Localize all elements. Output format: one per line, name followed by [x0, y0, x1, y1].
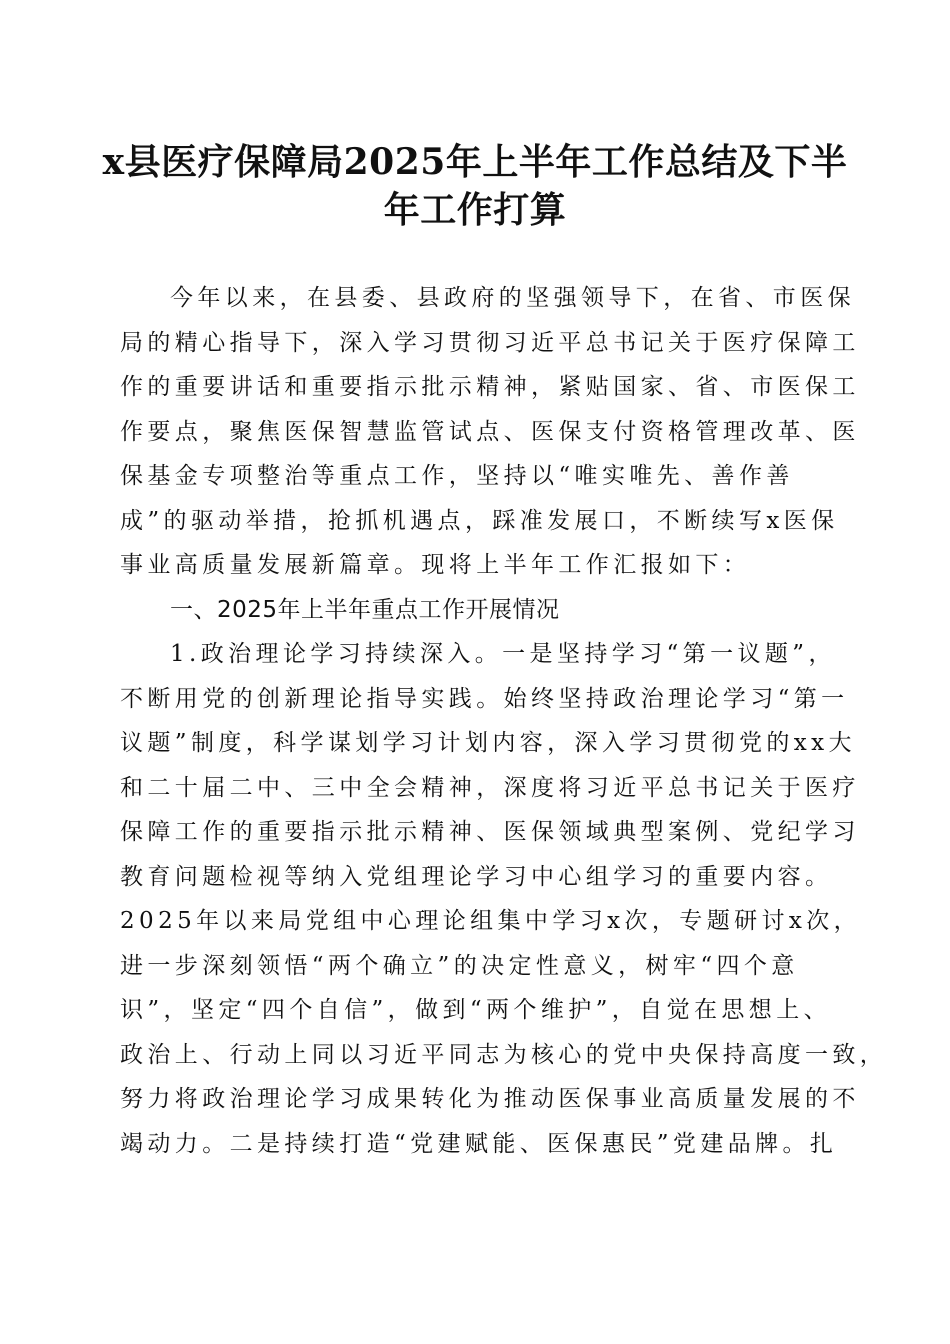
paragraph-line: 事业高质量发展新篇章。现将上半年工作汇报如下：	[120, 552, 751, 578]
paragraph-line: 政治上、行动上同以习近平同志为核心的党中央保持高度一致，	[120, 1041, 888, 1068]
paragraph-line: 进一步深刻领悟“两个确立”的决定性意义，树牢“四个意	[120, 952, 799, 979]
document-title	[100, 138, 850, 234]
paragraph-line: 教育问题检视等纳入党组理论学习中心组学习的重要内容。	[120, 863, 833, 890]
paragraph-line: 和二十届二中、三中全会精神，深度将习近平总书记关于医疗	[120, 774, 860, 801]
paragraph-line: 局的精心指导下，深入学习贯彻习近平总书记关于医疗保障工	[120, 329, 860, 356]
title-line-1: x县医疗保障局2025年上半年工作总结及下半	[102, 141, 848, 183]
paragraph-line: 作的重要讲话和重要指示批示精神，紧贴国家、省、市医保工	[120, 374, 860, 400]
paragraph-line: 识”，坚定“四个自信”，做到“两个维护”，自觉在思想上、	[120, 997, 831, 1023]
paragraph-line: 保障工作的重要指示批示精神、医保领域典型案例、党纪学习	[120, 819, 860, 845]
section-heading: 一、2025年上半年重点工作开展情况	[170, 596, 560, 623]
paragraph-line: 努力将政治理论学习成果转化为推动医保事业高质量发展的不	[120, 1086, 860, 1112]
title-line-2: 年工作打算	[383, 189, 567, 231]
paragraph-line: 竭动力。二是持续打造“党建赋能、医保惠民”党建品牌。扎	[120, 1130, 838, 1157]
paragraph-line: 议题”制度，科学谋划学习计划内容，深入学习贯彻党的xx大	[120, 730, 856, 756]
paragraph-line: 2025年以来局党组中心理论组集中学习x次，专题研讨x次，	[120, 908, 862, 934]
paragraph-line: 保基金专项整治等重点工作，坚持以“唯实唯先、善作善	[120, 463, 794, 489]
paragraph-line: 1.政治理论学习持续深入。一是坚持学习“第一议题”，	[170, 641, 836, 667]
paragraph-line: 作要点，聚焦医保智慧监管试点、医保支付资格管理改革、医	[120, 418, 860, 445]
document-body	[120, 276, 888, 1166]
paragraph-line: 不断用党的创新理论指导实践。始终坚持政治理论学习“第一	[120, 685, 849, 712]
paragraph-line: 成”的驱动举措，抢抓机遇点，踩准发展口，不断续写x医保	[120, 507, 839, 534]
paragraph-line: 今年以来，在县委、县政府的坚强领导下，在省、市医保	[170, 285, 855, 311]
